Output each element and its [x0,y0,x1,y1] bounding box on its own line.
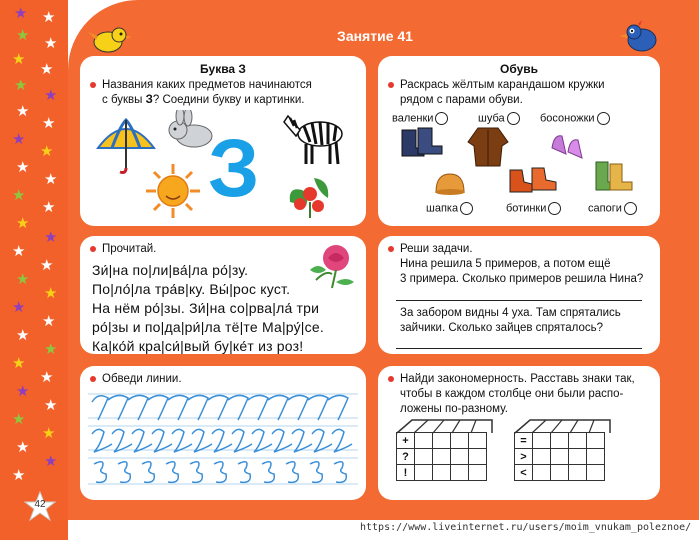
bullet-icon [90,376,96,382]
star-icon: ★ [42,9,56,26]
star-icon: ★ [44,341,58,358]
grid-cell[interactable] [569,465,587,481]
reading-line: Зи́|на по|ли|ва́|ла ро́|зу. [92,262,249,278]
letter-card [80,56,366,226]
problem1-line: Нина решила 5 примеров, а потом ещё [400,258,611,270]
grid-cell[interactable] [415,465,433,481]
pattern-task-line: Найди закономерность. Расставь знаки так, [400,373,635,385]
grid-cell[interactable] [551,465,569,481]
star-icon: ★ [44,35,58,52]
item-label: шапка [426,202,459,215]
star-icon: ★ [44,171,58,188]
grid-cell[interactable] [551,433,569,449]
grid-sign: > [515,449,533,465]
strawberry-icon [284,172,336,220]
bullet-icon [388,82,394,88]
grid-cell[interactable] [469,449,487,465]
answer-circle[interactable] [460,202,473,215]
star-icon: ★ [12,467,26,484]
star-icon: ★ [16,27,30,44]
big-letter-z: З [208,123,260,214]
item-sapogi [588,202,637,215]
star-icon: ★ [14,5,28,22]
star-icon: ★ [16,383,30,400]
yellow-bird-icon [86,22,132,58]
star-icon: ★ [12,51,26,68]
answer-circle[interactable] [548,202,561,215]
star-icon: ★ [42,425,56,442]
star-icon: ★ [42,115,56,132]
star-icon: ★ [16,215,30,232]
problems-task [388,242,650,287]
letter-task-line2-post: ? Соедини букву и картинки. [152,94,305,106]
answer-circle[interactable] [507,112,520,125]
problem2-line: зайчики. Сколько зайцев спряталось? [400,322,604,334]
star-icon: ★ [16,271,30,288]
letter-card-title: Буква З [200,62,246,76]
tracing-lines[interactable] [88,388,360,494]
pattern-grid-1 [396,432,487,481]
star-icon: ★ [16,439,30,456]
reading-card [80,236,366,354]
grid-cell[interactable] [587,465,605,481]
item-label: валенки [392,112,434,125]
shoes-card [378,56,660,226]
page-number: 42 [34,499,46,510]
bullet-icon [388,376,394,382]
item-label: сапоги [588,202,622,215]
left-decorative-strip [0,0,68,540]
star-icon: ★ [12,243,26,260]
bullet-icon [388,246,394,252]
reading-line: ро́|зы и по|да|ри́|ла тё|те Ма|ру́|се. [92,319,324,335]
star-icon: ★ [42,199,56,216]
grid-cell[interactable] [451,449,469,465]
grid-sign: + [397,433,415,449]
rubber-boots-icon [592,160,634,194]
grid-cell[interactable] [551,449,569,465]
trace-lines-card [80,366,366,500]
trace-task-label: Обведи линии. [102,373,182,385]
grid-sign: = [515,433,533,449]
star-icon: ★ [16,159,30,176]
star-icon: ★ [40,143,54,160]
letter-task-line1: Названия каких предметов начинаются [102,79,312,91]
grid-cell[interactable] [533,449,551,465]
star-icon: ★ [40,369,54,386]
item-label: шуба [478,112,505,125]
item-shuba [478,112,520,125]
grid-sign: < [515,465,533,481]
letter-task-letter: З [145,94,153,106]
star-icon: ★ [12,299,26,316]
fur-coat-icon [466,126,510,168]
star-icon: ★ [44,285,58,302]
grid-cell[interactable] [469,433,487,449]
problem2 [388,306,621,336]
star-icon: ★ [44,453,58,470]
source-url[interactable]: https://www.liveinternet.ru/users/moim_vnukam_poleznoe/ [360,522,692,533]
item-bosonozhki [540,112,610,125]
answer-line-2[interactable] [396,348,642,349]
item-botinki [506,202,561,215]
star-icon: ★ [12,411,26,428]
grid-cell[interactable] [433,433,451,449]
answer-circle[interactable] [435,112,448,125]
sun-icon [142,162,204,220]
grid-cell[interactable] [469,465,487,481]
shoes-task-line2: рядом с парами обуви. [400,94,523,106]
problem1-line: 3 примера. Сколько примеров решила Нина? [400,273,644,285]
grid-cell[interactable] [569,433,587,449]
answer-circle[interactable] [597,112,610,125]
lesson-title: Занятие 41 [337,28,413,44]
reading-line: Ка|ко́й кра|си́|вый бу|ке́т из роз! [92,338,304,354]
shoes-task [388,78,650,108]
felt-boots-icon [398,126,446,160]
letter-task-line2-pre: с буквы [102,94,146,106]
star-icon: ★ [44,397,58,414]
pattern-task [388,372,650,417]
star-icon: ★ [14,77,28,94]
grid-sign: ! [397,465,415,481]
hat-icon [432,170,468,196]
grid-cell[interactable] [451,433,469,449]
item-shapka [426,202,473,215]
reading-line: На нём ро́|зы. Зи́|на со|рва|ла́ три [92,300,320,316]
item-label: босоножки [540,112,595,125]
rose-icon [306,240,358,290]
letter-task-line2 [102,93,356,108]
star-icon: ★ [12,187,26,204]
item-valenki [392,112,448,125]
answer-circle[interactable] [624,202,637,215]
trace-task [90,372,356,387]
blue-bird-icon [618,20,666,56]
star-icon: ★ [44,229,58,246]
grid-cell[interactable] [533,465,551,481]
grid-cell[interactable] [587,449,605,465]
star-icon: ★ [40,61,54,78]
grid-cell[interactable] [451,465,469,481]
page-number-badge [24,491,56,521]
grid-cell[interactable] [415,433,433,449]
bullet-icon [90,82,96,88]
star-icon: ★ [42,313,56,330]
star-icon: ★ [12,355,26,372]
problem2-line: За забором видны 4 уха. Там спрятались [400,307,621,319]
boots-icon [508,166,558,194]
problems-card [378,236,660,354]
grid-cell[interactable] [433,449,451,465]
star-icon: ★ [12,131,26,148]
pattern-card [378,366,660,500]
star-icon: ★ [16,327,30,344]
grid-sign: ? [397,449,415,465]
grid-cell[interactable] [433,465,451,481]
grid-cell[interactable] [415,449,433,465]
reading-task-label: Прочитай. [102,243,157,255]
star-icon: ★ [40,257,54,274]
sandals-icon [548,128,588,160]
star-icon: ★ [16,103,30,120]
item-label: ботинки [506,202,547,215]
grid-cell[interactable] [533,433,551,449]
star-icon: ★ [44,87,58,104]
answer-line-1[interactable] [396,300,642,301]
zebra-icon [280,108,354,166]
bullet-icon [90,246,96,252]
grid-cell[interactable] [569,449,587,465]
grid-cell[interactable] [587,433,605,449]
shoes-task-line1: Раскрась жёлтым карандашом кружки [400,79,605,91]
reading-line: По|ло́|ла тра́в|ку. Вы́|рос куст. [92,281,291,297]
letter-task [90,78,356,108]
pattern-task-line: чтобы в каждом столбце они были распо- [400,388,624,400]
pattern-task-line: ложены по-разному. [400,403,508,415]
pattern-grid-2 [514,432,605,481]
problems-task-label: Реши задачи. [400,243,473,255]
shoes-card-title: Обувь [499,62,538,76]
